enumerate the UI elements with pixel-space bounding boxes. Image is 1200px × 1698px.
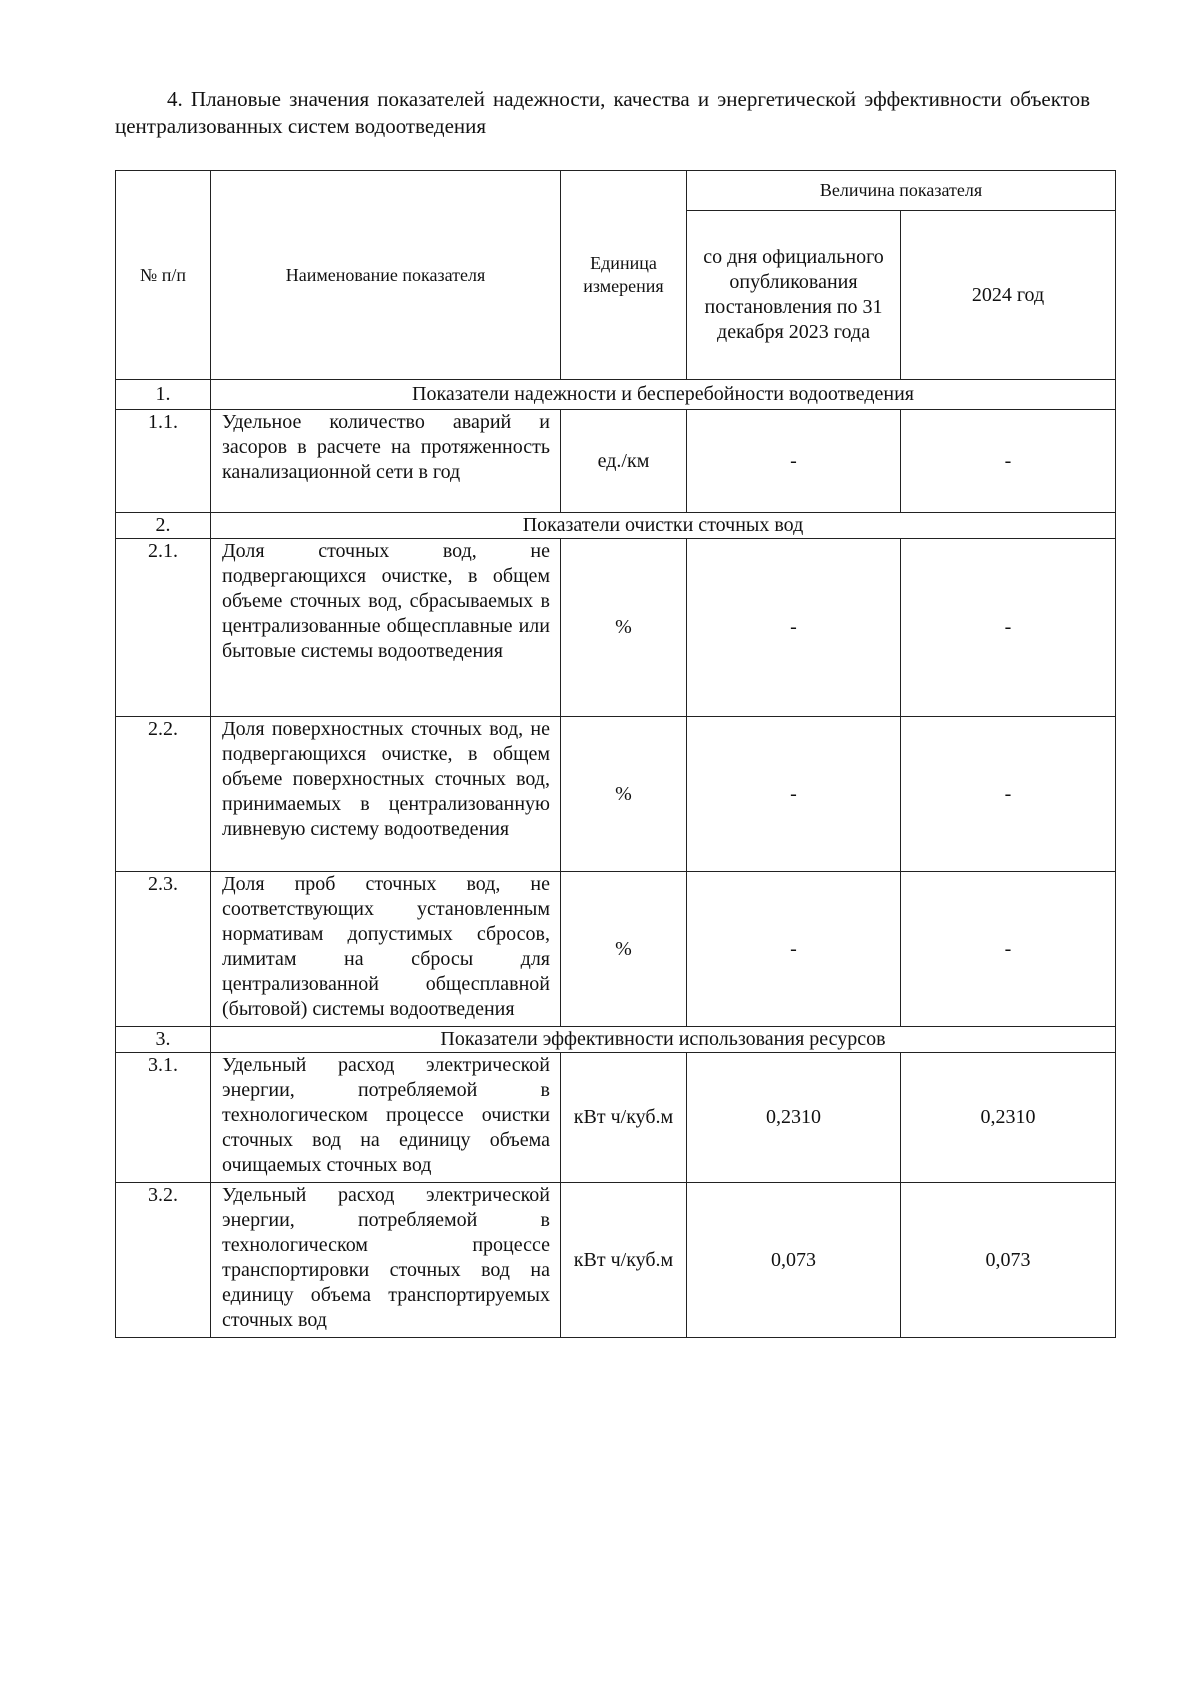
table-row <box>116 717 1116 872</box>
value-2023: - <box>687 539 901 717</box>
header-period-2023: со дня официального опубликования постановления по 31 декабря 2023 года <box>687 211 901 380</box>
indicator-name: Удельный расход электрической энергии, потребляемой в технологическом процессе транспортировки сточных вод на единицу объема транспортируемых сточных вод <box>211 1183 561 1338</box>
value-2024: - <box>901 717 1116 872</box>
row-number: 2.3. <box>116 872 211 1027</box>
indicator-name: Доля проб сточных вод, не соответствующих установленным нормативам допустимых сбросов, лимитам на сбросы для централизованной общесплавной (бытовой) системы водоотведения <box>211 872 561 1027</box>
row-number: 1.1. <box>116 410 211 513</box>
row-number: 3.1. <box>116 1053 211 1183</box>
indicator-name: Доля сточных вод, не подвергающихся очистке, в общем объеме сточных вод, сбрасываемых в централизованные общесплавные или бытовые системы водоотведения <box>211 539 561 717</box>
indicator-unit: % <box>561 539 687 717</box>
value-2024: 0,2310 <box>901 1053 1116 1183</box>
value-2023: - <box>687 872 901 1027</box>
row-number: 3.2. <box>116 1183 211 1338</box>
table-row <box>116 1053 1116 1183</box>
value-2023: 0,2310 <box>687 1053 901 1183</box>
header-value-group: Величина показателя <box>687 171 1116 211</box>
row-number: 2.1. <box>116 539 211 717</box>
value-2023: - <box>687 410 901 513</box>
header-name: Наименование показателя <box>211 171 561 380</box>
header-num: № п/п <box>116 171 211 380</box>
indicator-unit: % <box>561 872 687 1027</box>
value-2024: 0,073 <box>901 1183 1116 1338</box>
header-period-2024: 2024 год <box>901 211 1116 380</box>
table-row <box>116 410 1116 513</box>
section-number: 1. <box>116 380 211 410</box>
header-unit: Единица измерения <box>561 171 687 380</box>
value-2024: - <box>901 410 1116 513</box>
section-row <box>116 380 1116 410</box>
section-title: Показатели надежности и бесперебойности водоотведения <box>211 380 1116 410</box>
table-row <box>116 539 1116 717</box>
value-2024: - <box>901 539 1116 717</box>
indicator-unit: кВт ч/куб.м <box>561 1183 687 1338</box>
indicator-name: Удельное количество аварий и засоров в расчете на протяженность канализационной сети в год <box>211 410 561 513</box>
value-2024: - <box>901 872 1116 1027</box>
indicator-unit: кВт ч/куб.м <box>561 1053 687 1183</box>
section-row <box>116 513 1116 539</box>
section-row <box>116 1027 1116 1053</box>
indicator-unit: % <box>561 717 687 872</box>
section-heading: 4. Плановые значения показателей надежности, качества и энергетической эффективности объектов централизованных систем водоотведения <box>115 87 1090 138</box>
value-2023: - <box>687 717 901 872</box>
section-title: Показатели очистки сточных вод <box>211 513 1116 539</box>
table-row <box>116 872 1116 1027</box>
table-body <box>116 380 1116 1338</box>
section-title: Показатели эффективности использования ресурсов <box>211 1027 1116 1053</box>
section-number: 2. <box>116 513 211 539</box>
indicators-table <box>115 170 1116 1338</box>
indicator-unit: ед./км <box>561 410 687 513</box>
value-2023: 0,073 <box>687 1183 901 1338</box>
row-number: 2.2. <box>116 717 211 872</box>
table-row <box>116 1183 1116 1338</box>
section-number: 3. <box>116 1027 211 1053</box>
indicator-name: Удельный расход электрической энергии, потребляемой в технологическом процессе очистки сточных вод на единицу объема очищаемых сточных вод <box>211 1053 561 1183</box>
indicator-name: Доля поверхностных сточных вод, не подвергающихся очистке, в общем объеме поверхностных сточных вод, принимаемых в централизованную ливневую систему водоотведения <box>211 717 561 872</box>
